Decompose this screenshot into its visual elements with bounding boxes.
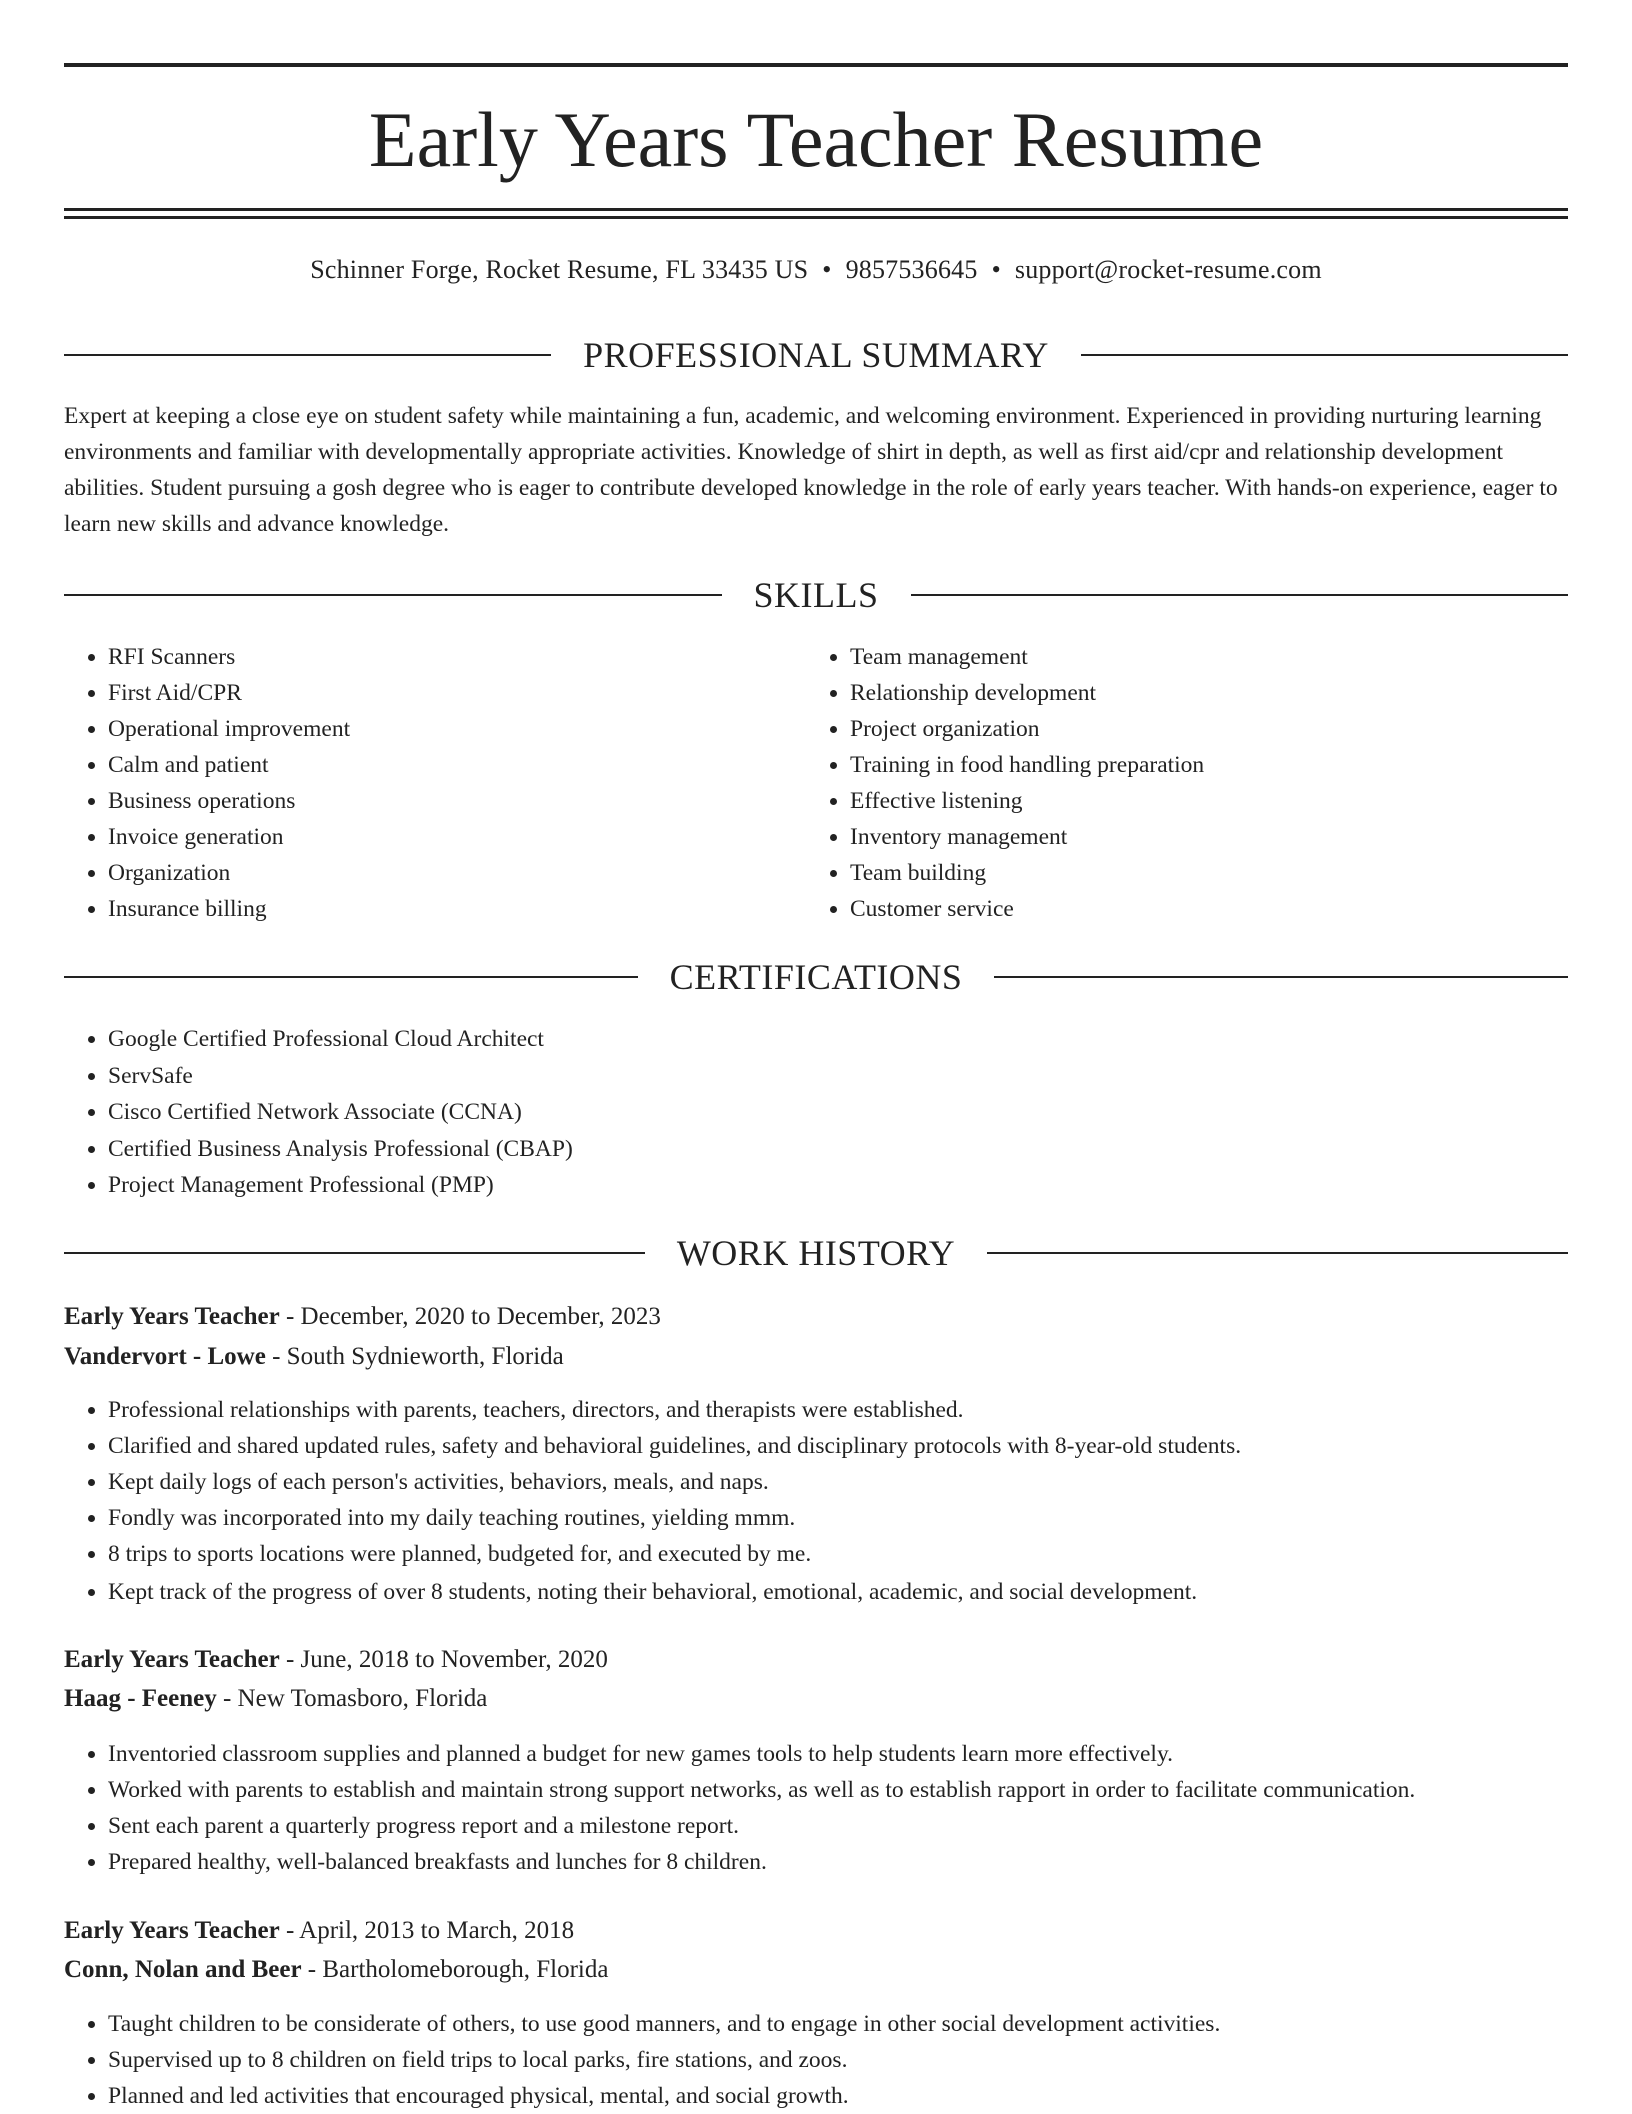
certification-item: • Cisco Certified Network Associate (CCNA): [108, 1094, 1508, 1131]
divider: [64, 354, 551, 356]
certifications-list: [64, 1021, 1508, 1204]
divider: [911, 594, 1569, 596]
title-double-rule-top: [64, 208, 1568, 211]
job-dates: - April, 2013 to March, 2018: [279, 1917, 575, 1944]
contact-email: support@rocket-resume.com: [1014, 255, 1322, 284]
section-title: PROFESSIONAL SUMMARY: [583, 335, 1049, 375]
job-title-line: [64, 1640, 608, 1680]
summary-text: Expert at keeping a close eye on student safety while maintaining a fun, academic, and welcoming environment. Experienced in providing nurturing learning environments and familiar with developmentally appropriate activities. Knowledge of shirt in depth, as well as first aid/cpr and relationship development abilities. Student pursuing a gosh degree who is eager to contribute developed knowledge in the role of early years teacher. With hands-on experience, eager to learn new skills and advance knowledge.: [64, 403, 1558, 537]
skill-item: • Business operations: [108, 783, 808, 819]
job-company-line: [64, 1337, 564, 1377]
contact-phone: 9857536645: [845, 255, 978, 284]
certification-item: • Project Management Professional (PMP): [108, 1167, 1508, 1204]
section-title: SKILLS: [753, 575, 879, 615]
job-bullet: • Kept track of the progress of over 8 students, noting their behavioral, emotional, academic, and social development.: [108, 1574, 1612, 1610]
job-bullet: • Planned and led activities that encouraged physical, mental, and social growth.: [108, 2078, 1612, 2114]
section-header-certifications: [64, 952, 1568, 1002]
section-title: WORK HISTORY: [676, 1233, 956, 1273]
skill-item: • Relationship development: [850, 675, 1550, 711]
job-location: - New Tomasboro, Florida: [216, 1685, 488, 1712]
skill-item: • Inventory management: [850, 819, 1550, 855]
job-bullet: • Sent each parent a quarterly progress report and a milestone report.: [108, 1808, 1612, 1844]
skill-item: • Operational improvement: [108, 711, 808, 747]
job-company: Vandervort - Lowe: [64, 1343, 266, 1370]
section-title: CERTIFICATIONS: [669, 957, 963, 997]
contact-separator: •: [991, 255, 1001, 284]
contact-address: Schinner Forge, Rocket Resume, FL 33435 US: [310, 255, 809, 284]
job-company-line: [64, 1950, 608, 1990]
job-company: Haag - Feeney: [64, 1685, 217, 1712]
divider: [987, 1252, 1568, 1254]
section-header-skills: [64, 570, 1568, 620]
job-location: - South Sydnieworth, Florida: [265, 1343, 564, 1370]
job-title: Early Years Teacher: [64, 1646, 280, 1673]
skill-item: • Team building: [850, 855, 1550, 891]
skills-list-right: [806, 639, 1550, 927]
job-bullet: • Prepared healthy, well-balanced breakfasts and lunches for 8 children.: [108, 1844, 1612, 1880]
divider: [64, 976, 638, 978]
divider: [1081, 354, 1568, 356]
job-bullet: • Worked with parents to establish and maintain strong support networks, as well as to establish rapport in order to facilitate communication.: [108, 1772, 1612, 1808]
job-bullet: • 8 trips to sports locations were planned, budgeted for, and executed by me.: [108, 1536, 1612, 1572]
contact-separator: •: [822, 255, 832, 284]
skill-item: • Invoice generation: [108, 819, 808, 855]
job-bullets: [64, 1736, 1612, 1880]
page-title: Early Years Teacher Resume: [368, 96, 1264, 183]
job-title-line: [64, 1911, 574, 1951]
job-bullet: • Professional relationships with parents, teachers, directors, and therapists were established.: [108, 1392, 1612, 1428]
job-dates: - June, 2018 to November, 2020: [279, 1646, 608, 1673]
job-title: Early Years Teacher: [64, 1303, 280, 1330]
certification-item: • Google Certified Professional Cloud Architect: [108, 1021, 1508, 1058]
skill-item: • First Aid/CPR: [108, 675, 808, 711]
skill-item: • RFI Scanners: [108, 639, 808, 675]
job-bullet: • Taught children to be considerate of others, to use good manners, and to engage in other social development activities.: [108, 2006, 1612, 2042]
job-dates: - December, 2020 to December, 2023: [279, 1303, 661, 1330]
divider: [994, 976, 1568, 978]
divider: [64, 594, 722, 596]
section-header-work-history: [64, 1228, 1568, 1278]
title-double-rule-bottom: [64, 216, 1568, 219]
contact-line: [0, 254, 1632, 286]
job-bullets: [64, 1392, 1612, 1610]
section-header-summary: [64, 330, 1568, 380]
skill-item: • Training in food handling preparation: [850, 747, 1550, 783]
certification-item: • ServSafe: [108, 1058, 1508, 1095]
job-location: - Bartholomeborough, Florida: [301, 1956, 609, 1983]
job-company-line: [64, 1679, 487, 1719]
job-bullet: • Fondly was incorporated into my daily teaching routines, yielding mmm.: [108, 1500, 1612, 1536]
job-bullet: • Kept daily logs of each person's activities, behaviors, meals, and naps.: [108, 1464, 1612, 1500]
job-title: Early Years Teacher: [64, 1917, 280, 1944]
skill-item: • Effective listening: [850, 783, 1550, 819]
job-bullet: • Clarified and shared updated rules, safety and behavioral guidelines, and disciplinary protocols with 8-year-old students.: [108, 1428, 1612, 1464]
certification-item: • Certified Business Analysis Professional (CBAP): [108, 1131, 1508, 1168]
skills-list-left: [64, 639, 808, 927]
job-bullets: [64, 2006, 1612, 2114]
job-bullet: • Supervised up to 8 children on field trips to local parks, fire stations, and zoos.: [108, 2042, 1612, 2078]
top-rule: [64, 63, 1568, 67]
job-title-line: [64, 1297, 661, 1337]
skill-item: • Customer service: [850, 891, 1550, 927]
skill-item: • Insurance billing: [108, 891, 808, 927]
job-company: Conn, Nolan and Beer: [64, 1956, 302, 1983]
skill-item: • Organization: [108, 855, 808, 891]
divider: [64, 1252, 645, 1254]
job-bullet: • Inventoried classroom supplies and planned a budget for new games tools to help students learn more effectively.: [108, 1736, 1612, 1772]
skill-item: • Team management: [850, 639, 1550, 675]
skill-item: • Project organization: [850, 711, 1550, 747]
skill-item: • Calm and patient: [108, 747, 808, 783]
